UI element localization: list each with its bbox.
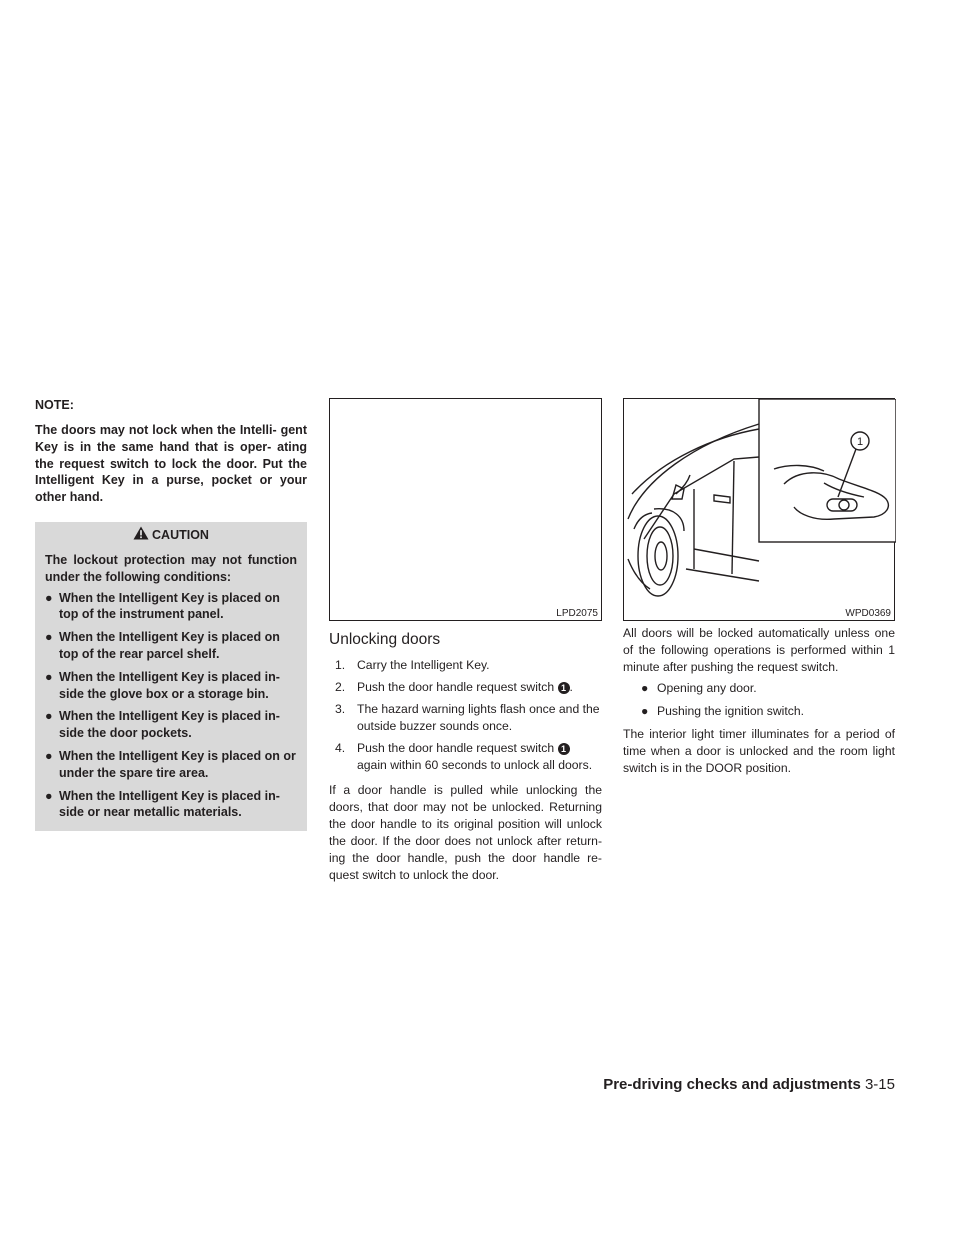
step-item: 3. The hazard warning lights flash once and the outside buzzer sounds once. [335,702,600,733]
warning-triangle-icon [133,526,149,543]
step-item: 2. Push the door handle request switch 1 . [335,680,573,694]
caution-bullet: ● When the Intelligent Key is placed on top of the instrument panel. [45,590,280,622]
door-handle-illustration [624,399,896,620]
autolock-paragraph: All doors will be locked automatically unless one of the following operations is performed within 1 minute after pushing the request switch. [623,626,895,674]
figure-wpd0369 [623,398,895,621]
section-heading: Unlocking doors [329,631,441,648]
right-column [623,398,895,777]
page-footer [603,1076,895,1093]
page-number: 3-15 [864,1076,895,1093]
caution-header [45,524,297,546]
callout-1-icon: 1 [558,682,570,694]
middle-column [329,398,602,884]
caution-box [35,522,307,831]
step-item: 1. Carry the Intelligent Key. [335,658,490,672]
autolock-bullet: ● Pushing the ignition switch. [641,704,805,718]
step-item: 4. Push the door handle request switch 1 again within 60 seconds to unlock all doors. [335,741,593,772]
figure-lpd2075 [329,398,602,621]
caution-bullet: ● When the Intelligent Key is placed on top of the rear parcel shelf. [45,630,280,661]
callout-1-icon: 1 [558,743,570,755]
caution-bullet: ● When the Intelligent Key is placed on or under the spare tire area. [45,748,296,780]
caution-bullet: ● When the Intelligent Key is placed in- side the door pockets. [45,709,280,741]
unlock-paragraph: If a door handle is pulled while unlocking the doors, that door may not be unlocked. Returning the door handle to its original position will unlock the door. If the door does not unlock after return- ing the door handle, push the door handle re- quest switch to unlock the door. [329,783,602,882]
autolock-bullet: ● Opening any door. [641,681,757,695]
note-label: NOTE: [35,398,74,412]
caution-bullet: ● When the Intelligent Key is placed in- side or near metallic materials. [45,788,280,820]
left-column [35,398,307,831]
footer-section-title: Pre-driving checks and adjustments [603,1076,861,1093]
figure-code: WPD0369 [845,608,891,619]
timer-paragraph: The interior light timer illuminates for a period of time when a door is unlocked and the room light switch is in the DOOR position. [623,727,895,775]
note-text: The doors may not lock when the Intelli- gent Key is in the same hand that is oper- ating the request switch to lock the door. Put the Intelligent Key in a purse, pocket or your other hand. [35,423,307,505]
caution-intro: The lockout protection may not function under the following conditions: [45,552,297,584]
caution-bullet: ● When the Intelligent Key is placed in- side the glove box or a storage bin. [45,669,280,701]
figure-code: LPD2075 [556,608,598,619]
figure-callout-label: 1 [856,436,864,448]
caution-title: CAUTION [152,527,209,542]
